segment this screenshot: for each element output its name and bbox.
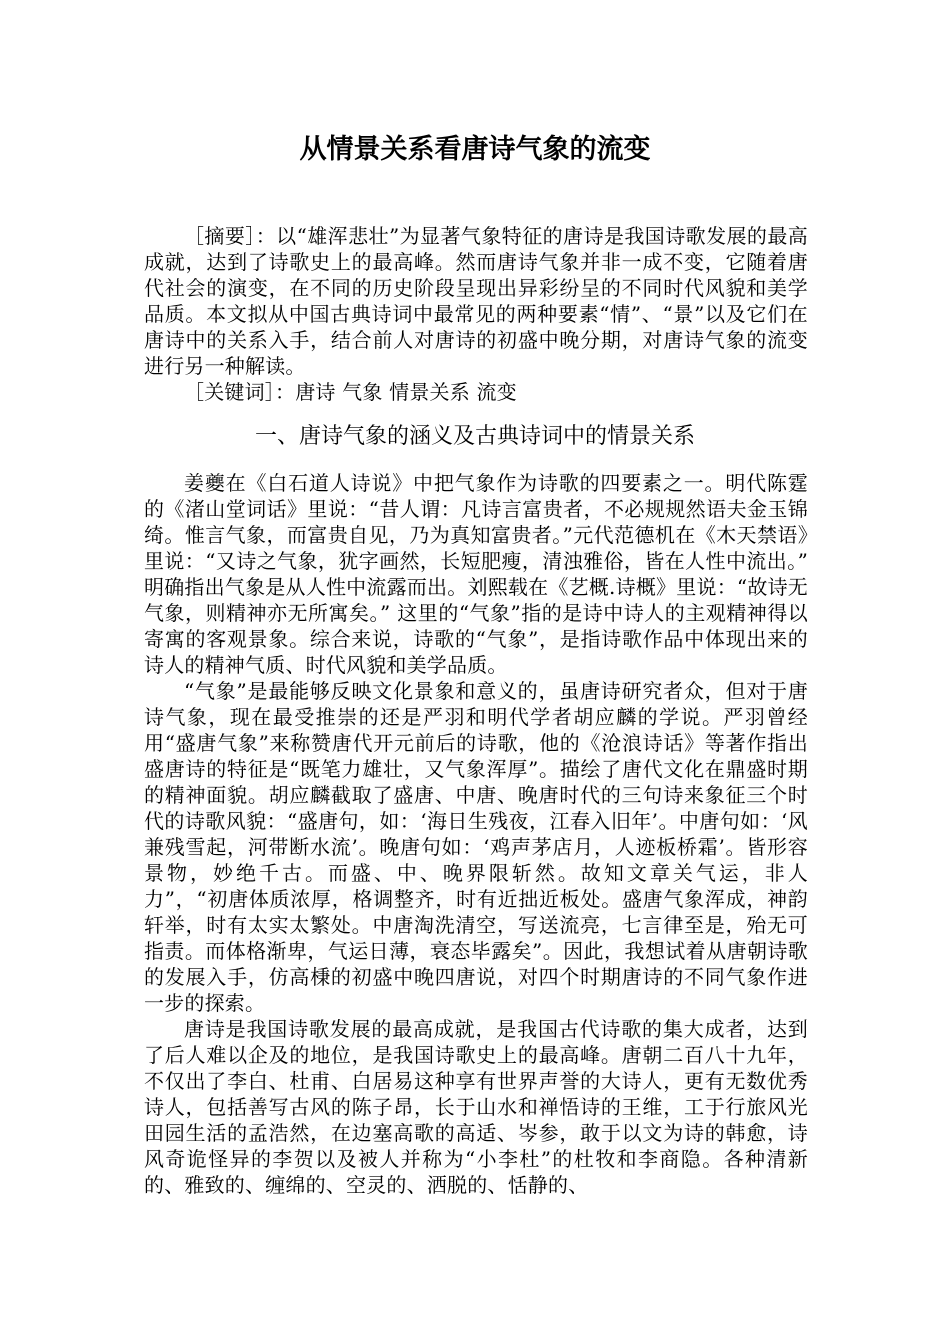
- keywords-text: ：唐诗 气象 情景关系 流变: [275, 380, 517, 404]
- abstract-paragraph: [144, 223, 808, 379]
- body-paragraph: “气象”是最能够反映文化景象和意义的，虽唐诗研究者众，但对于唐诗气象，现在最受推崇的还是严羽和明代学者胡应麟的学说。严羽曾经用“盛唐气象”来称赞唐代开元前后的诗歌，他的《沧浪诗话》等著作指出盛唐诗的特征是“既笔力雄壮，又气象浑厚”。描绘了唐代文化在鼎盛时期的精神面貌。胡应麟截取了盛唐、中唐、晚唐时代的三句诗来象征三个时代的诗歌风貌：“盛唐句，如：‘海日生残夜，江春入旧年’。中唐句如：‘风兼残雪起，河带断水流’。晚唐句如：‘鸡声茅店月，人迹板桥霜’。皆形容景物，妙绝千古。而盛、中、晚界限斩然。故知文章关气运，非人力”，“初唐体质浓厚，格调整齐，时有近拙近板处。盛唐气象浑成，神韵轩举，时有太实太繁处。中唐淘洗清空，写送流亮，七言律至是，殆无可指责。而体格渐卑，气运日薄，衰态毕露矣”。因此，我想试着从唐朝诗歌的发展入手，仿高棅的初盛中晚四唐说，对四个时期唐诗的不同气象作进一步的探索。: [144, 679, 808, 1015]
- abstract-label: ［摘要］: [184, 224, 256, 248]
- keywords-paragraph: [144, 379, 808, 405]
- body-paragraph: 姜夔在《白石道人诗说》中把气象作为诗歌的四要素之一。明代陈霆的《渚山堂词话》里说：“昔人谓：凡诗言富贵者，不必规规然语夫金玉锦绮。惟言气象，而富贵自见，乃为真知富贵者。”元代范德机在《木天禁语》里说：“又诗之气象，犹字画然，长短肥瘦，清浊雅俗，皆在人性中流出。” 明确指出气象是从人性中流露而出。刘熙载在《艺概.诗概》里说：“故诗无气象，则精神亦无所寓矣。” 这里的“气象”指的是诗中诗人的主观精神得以寄寓的客观景象。综合来说，诗歌的“气象”，是指诗歌作品中体现出来的诗人的精神气质、时代风貌和美学品质。: [144, 471, 808, 677]
- abstract-text: ：以“雄浑悲壮”为显著气象特征的唐诗是我国诗歌发展的最高成就，达到了诗歌史上的最高峰。然而唐诗气象并非一成不变，它随着唐代社会的演变，在不同的历史阶段呈现出异彩纷呈的不同时代风貌和美学品质。本文拟从中国古典诗词中最常见的两种要素“情”、“景”以及它们在唐诗中的关系入手，结合前人对唐诗的初盛中晚分期，对唐诗气象的流变进行另一种解读。: [144, 224, 808, 378]
- keywords-label: ［关键词］: [184, 380, 275, 404]
- body-paragraph: 唐诗是我国诗歌发展的最高成就，是我国古代诗歌的集大成者，达到了后人难以企及的地位，是我国诗歌史上的最高峰。唐朝二百八十九年，不仅出了李白、杜甫、白居易这种享有世界声誉的大诗人，更有无数优秀诗人，包括善写古风的陈子昂，长于山水和禅悟诗的王维，工于行旅风光田园生活的孟浩然，在边塞高歌的高适、岑参，敢于以文为诗的韩愈，诗风奇诡怪异的李贺以及被人并称为“小李杜”的杜牧和李商隐。各种清新的、雅致的、缠绵的、空灵的、洒脱的、恬静的、: [144, 1017, 808, 1197]
- section-heading: 一、唐诗气象的涵义及古典诗词中的情景关系: [254, 424, 695, 449]
- abstract-block: [144, 223, 808, 405]
- document-title: 从情景关系看唐诗气象的流变: [299, 134, 651, 165]
- section-body: [144, 470, 808, 1198]
